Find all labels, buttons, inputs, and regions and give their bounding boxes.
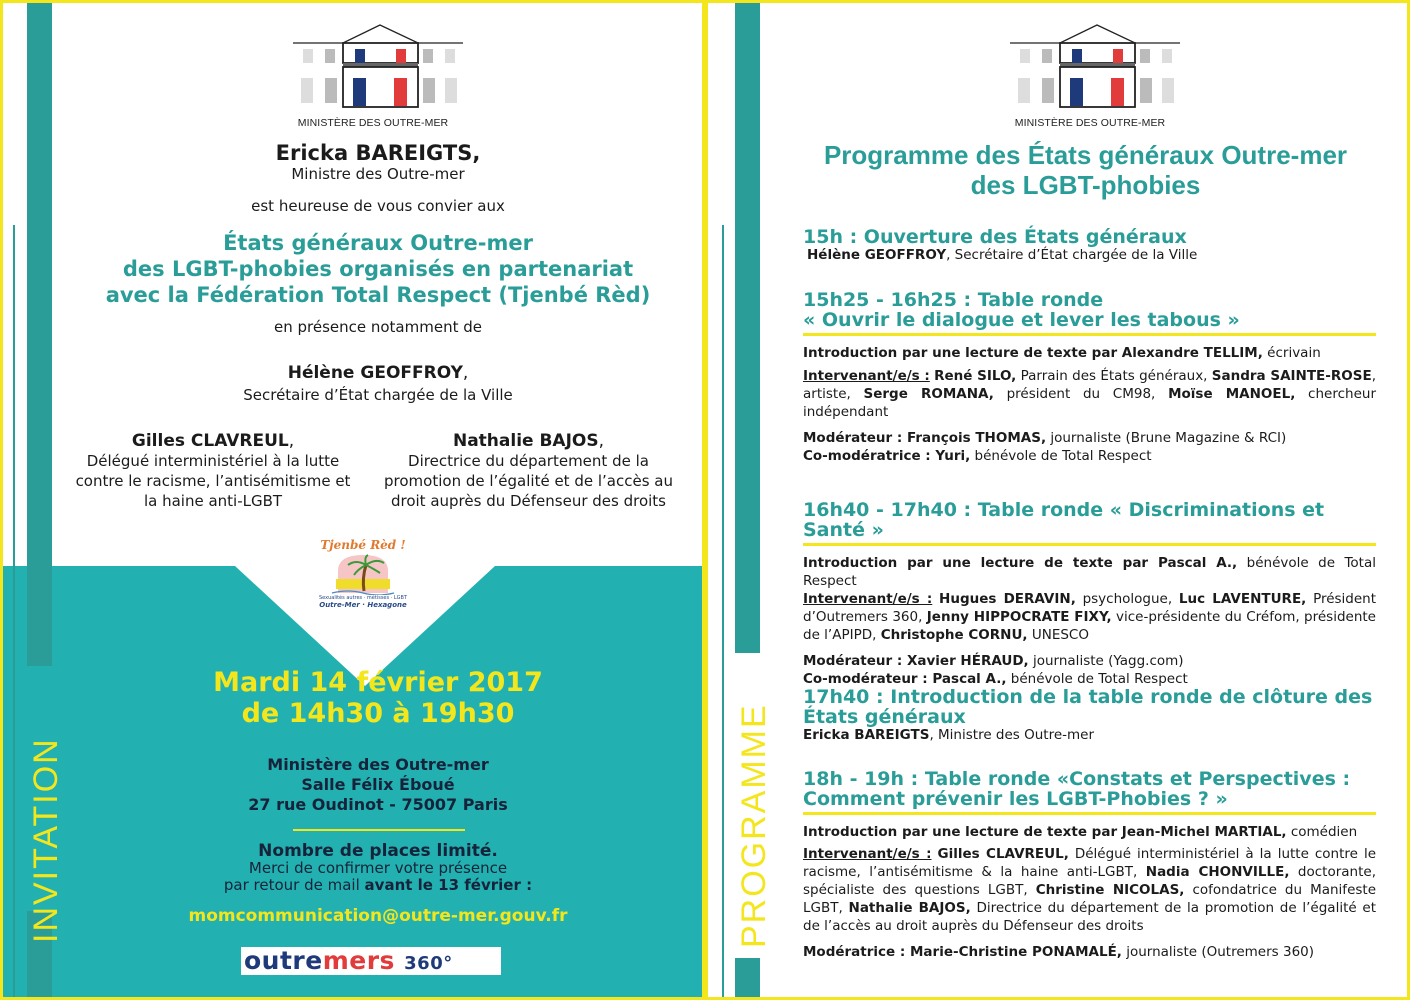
session-heading: Comment prévenir les LGBT-Phobies ? » (803, 788, 1228, 810)
comoderator: Co-modératrice : Yuri, (803, 448, 971, 464)
decorative-line (722, 225, 724, 1000)
host-name: Ericka BAREIGTS, (275, 141, 481, 165)
session-heading: États généraux (803, 706, 966, 728)
programme-session (803, 500, 1376, 688)
address-line: Ministère des Outre-mer (267, 755, 489, 774)
intro-text: Introduction par une lecture de texte par Jean-Michel MARTIAL, (803, 824, 1287, 840)
speaker-name: Christophe CORNU, (880, 627, 1028, 643)
invitation-side-label: INVITATION (27, 737, 65, 943)
rsvp-text: Merci de confirmer votre présence (248, 859, 508, 877)
address-line: 27 rue Oudinot - 75007 Paris (248, 795, 508, 814)
speakers-label: Intervenant/e/s : (803, 846, 932, 862)
palm-tree-icon (328, 553, 398, 595)
speaker-role: Président d’Outremers 360, (803, 591, 1377, 625)
speaker-name: Jenny HIPPOCRATE FIXY, (926, 609, 1112, 625)
outremers360-logo-part: outre (244, 946, 323, 975)
moderator: Modérateur : Xavier HÉRAUD, (803, 653, 1029, 669)
speakers-label: Intervenant/e/s : (803, 591, 933, 607)
session-heading: « Ouvrir le dialogue et lever les tabous » (803, 309, 1240, 331)
outremers360-logo-part: mers (322, 946, 395, 975)
guest-role: Directrice du département de la (408, 452, 649, 470)
programme-side-label: PROGRAMME (735, 703, 773, 948)
outremers360-logo (241, 947, 501, 975)
speaker-name: Ericka BAREIGTS (803, 727, 930, 743)
speaker-name: Sandra SAINTE-ROSE (1211, 368, 1372, 384)
session-heading: 16h40 - 17h40 : Table ronde « Discriminations et Santé » (803, 499, 1325, 541)
decorative-line (13, 225, 15, 566)
speaker-role: Délégué interministériel à la lutte contre le racisme, l’antisémitisme & la haine anti-LGBT, (803, 846, 1377, 880)
rsvp-text: par retour de mail (223, 876, 360, 894)
ministry-logo-caption: MINISTÈRE DES OUTRE-MER (297, 117, 449, 129)
speaker-name: Hugues DERAVIN, (939, 591, 1076, 607)
yellow-rule (803, 333, 1376, 336)
session-heading: 15h25 - 16h25 : Table ronde (803, 289, 1104, 311)
session-heading: 17h40 : Introduction de la table ronde de clôture des (803, 686, 1373, 708)
speaker-name: Gilles CLAVREUL, (937, 846, 1069, 862)
comoderator-role: bénévole de Total Respect (1006, 671, 1188, 687)
ministry-logo (990, 21, 1190, 131)
speaker-role: UNESCO (1027, 627, 1089, 643)
rsvp-notice (53, 842, 703, 894)
event-title-line: États généraux Outre-mer (223, 231, 533, 255)
event-title-line: avec la Fédération Total Respect (Tjenbé Rèd) (105, 283, 651, 307)
guest-card: Nathalie BAJOS, Directrice du département de la promotion de l’égalité et de l’accès au droit auprès du Défenseur des droits (371, 431, 686, 511)
speaker-role: Directrice du département de la promotion de l’égalité et de l’accès au droit auprès du Défenseur des droits (803, 900, 1376, 934)
speaker-name: Moïse MANOEL, (1168, 386, 1296, 402)
speaker-role: , artiste, (803, 368, 1377, 402)
intro-text: Introduction par une lecture de texte par Pascal A., (803, 555, 1238, 571)
speaker-name: Nadia CHONVILLE, (1145, 864, 1290, 880)
event-title (53, 230, 703, 308)
event-date-hours: de 14h30 à 19h30 (241, 698, 515, 729)
intro-role: bénévole de Total Respect (803, 555, 1376, 589)
rsvp-title: Nombre de places limité. (258, 841, 498, 861)
speaker-role: , Ministre des Outre-mer (929, 727, 1095, 743)
speaker-role: , Secrétaire d’État chargée de la Ville (946, 247, 1198, 263)
speaker-role: psychologue, (1075, 591, 1179, 607)
moderator-role: journaliste (Outremers 360) (1121, 944, 1315, 960)
intro-role: comédien (1286, 824, 1358, 840)
guest-role: Délégué interministériel à la lutte (86, 452, 340, 470)
speaker-name: René SILO, (934, 368, 1017, 384)
rsvp-deadline: avant le 13 février : (364, 876, 533, 894)
decorative-bar (27, 3, 52, 566)
speaker-name: Christine NICOLAS, (1035, 882, 1185, 898)
speaker-name: Serge ROMANA, (863, 386, 994, 402)
guest-role: droit auprès du Défenseur des droits (390, 492, 667, 510)
moderator: Modérateur : François THOMAS, (803, 430, 1047, 446)
guest-name-text: Hélène GEOFFROY (287, 363, 463, 383)
divider (293, 829, 465, 831)
speaker-role: vice-présidente du Créfom, présidente de l’APIPD, (803, 609, 1376, 643)
ministry-building-logo-icon (273, 21, 473, 116)
decorative-bar (735, 958, 760, 1000)
yellow-rule (803, 812, 1376, 815)
speaker-role: doctorante, spécialiste des questions LGBT, (803, 864, 1376, 898)
session-heading: 15h : Ouverture des États généraux (803, 226, 1187, 248)
session-heading: 18h - 19h : Table ronde «Constats et Perspectives : (803, 768, 1351, 790)
moderator-role: journaliste (Brune Magazine & RCI) (1046, 430, 1287, 446)
tjenbe-logo-region: Outre-Mer · Hexagone (319, 601, 407, 609)
speaker-name: Nathalie BAJOS, (848, 900, 971, 916)
guest-role: Secrétaire d’État chargée de la Ville (243, 386, 513, 404)
event-title-line: des LGBT-phobies organisés en partenariat (122, 257, 634, 281)
guest-role: contre le racisme, l’antisémitisme et (75, 472, 351, 490)
ministry-logo-caption: MINISTÈRE DES OUTRE-MER (1014, 117, 1166, 129)
programme-session (803, 290, 1376, 465)
speaker-name: Luc LAVENTURE, (1178, 591, 1307, 607)
speakers-label: Intervenant/e/s : (803, 368, 930, 384)
speakers-paragraph (803, 845, 1376, 935)
speakers-paragraph (803, 590, 1376, 644)
programme-title-line: des LGBT-phobies (970, 170, 1201, 200)
programme-session (803, 687, 1376, 744)
yellow-rule (803, 543, 1376, 546)
guest-card: Gilles CLAVREUL, Délégué interministériel à la lutte contre le racisme, l’antisémitisme et la haine anti-LGBT (58, 431, 368, 511)
tjenbe-logo-title: Tjenbé Rèd ! (320, 538, 406, 552)
event-date (53, 667, 703, 729)
programme-session (803, 227, 1376, 264)
event-address (53, 755, 703, 815)
ministry-building-logo-icon (990, 21, 1190, 116)
moderator: Modératrice : Marie-Christine PONAMALÉ, (803, 944, 1122, 960)
guest-name-text: Gilles CLAVREUL (131, 431, 289, 451)
comoderator: Co-modérateur : Pascal A., (803, 671, 1007, 687)
tjenbe-red-logo (308, 538, 418, 618)
moderator-role: journaliste (Yagg.com) (1028, 653, 1184, 669)
guest-role: promotion de l’égalité et de l’accès au (384, 472, 673, 490)
decorative-bar (735, 3, 760, 653)
guest-role: la haine anti-LGBT (143, 492, 283, 510)
guest-name-text: Nathalie BAJOS (452, 431, 599, 451)
speaker-role: cofondatrice du Manifeste LGBT, (803, 882, 1377, 916)
programme-title-line: Programme des États généraux Outre-mer (823, 140, 1348, 170)
event-date-day: Mardi 14 février 2017 (213, 667, 543, 698)
intro-role: écrivain (1262, 345, 1321, 361)
programme-panel (705, 0, 1410, 1000)
presence-line: en présence notamment de (273, 318, 482, 336)
tjenbe-logo-subtitle: Sexualités autres · métisses · LGBT (318, 595, 408, 601)
speaker-role: président du CM98, (993, 386, 1169, 402)
speakers-paragraph (803, 367, 1376, 421)
intro-text: Introduction par une lecture de texte par Alexandre TELLIM, (803, 345, 1263, 361)
outremers360-logo-part: 360° (404, 953, 453, 974)
programme-session (803, 769, 1376, 961)
host-role: Ministre des Outre-mer (291, 165, 465, 183)
guest-name: Hélène GEOFFROY, (287, 363, 469, 383)
ministry-logo (273, 21, 473, 131)
programme-title (768, 140, 1403, 200)
comoderator-role: bénévole de Total Respect (970, 448, 1152, 464)
speaker-name: Hélène GEOFFROY (807, 247, 947, 263)
speaker-role: Parrain des États généraux, (1016, 368, 1212, 384)
speaker-role: chercheur indépendant (803, 386, 1376, 420)
rsvp-email-link[interactable]: momcommunication@outre-mer.gouv.fr (188, 906, 568, 926)
invite-line: est heureuse de vous convier aux (251, 197, 505, 215)
address-line: Salle Félix Éboué (301, 775, 455, 794)
